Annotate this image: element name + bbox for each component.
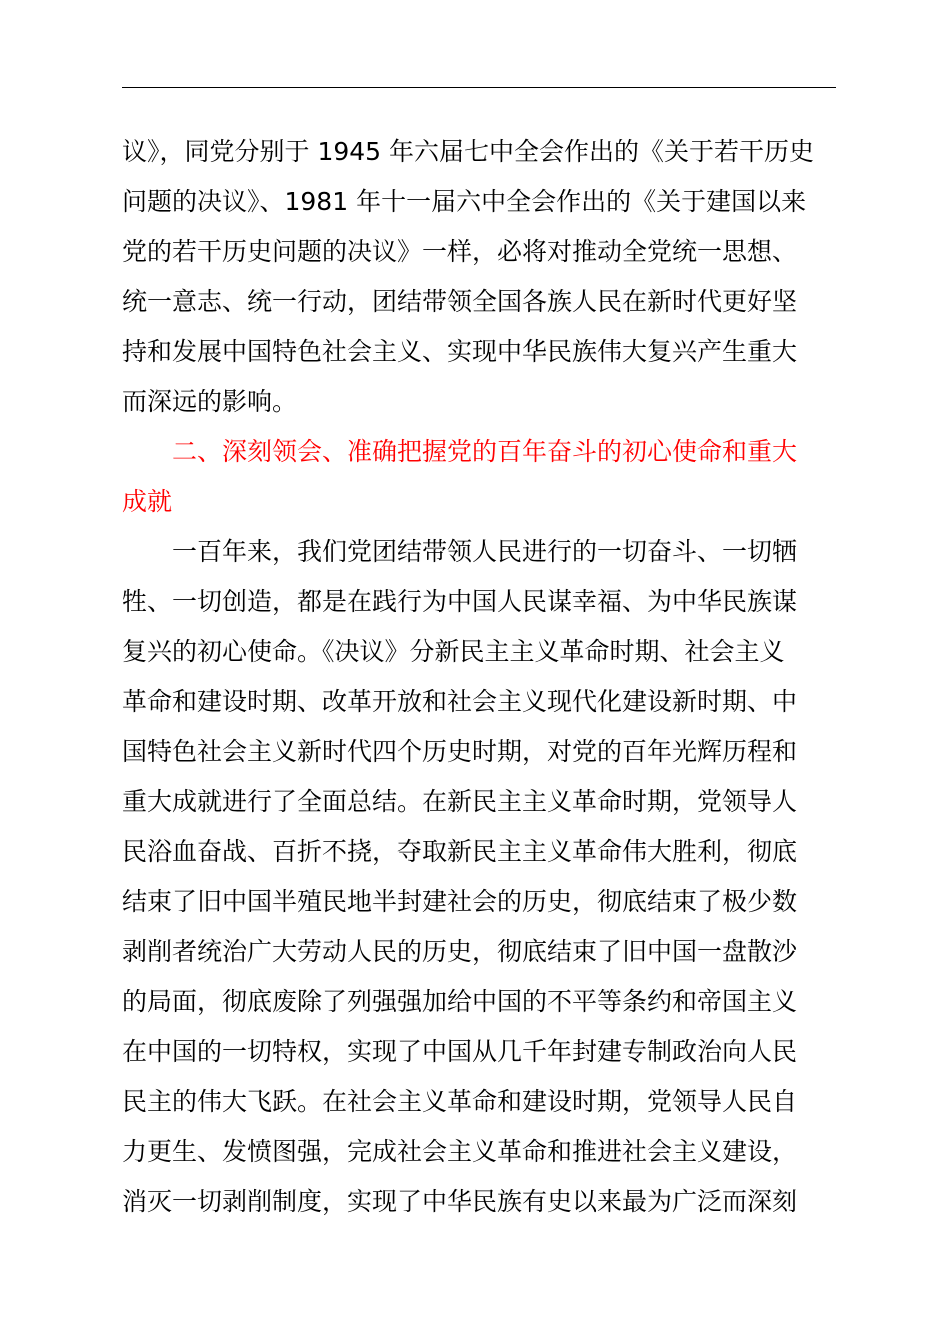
- text-line: 消灭一切剥削制度，实现了中华民族有史以来最为广泛而深刻: [122, 1187, 798, 1216]
- text-line: 国特色社会主义新时代四个历史时期，对党的百年光辉历程和: [122, 737, 798, 766]
- text-line: 议》，同党分别于 1945 年六届七中全会作出的《关于若干历史: [122, 137, 815, 166]
- text-line: 革命和建设时期、改革开放和社会主义现代化建设新时期、中: [122, 687, 798, 716]
- document-body: [122, 127, 836, 1227]
- text-line: 而深远的影响。: [122, 387, 298, 416]
- text-line: 民主的伟大飞跃。在社会主义革命和建设时期，党领导人民自: [122, 1087, 798, 1116]
- text-line: 重大成就进行了全面总结。在新民主主义革命时期，党领导人: [122, 787, 798, 816]
- heading-line: 成就: [122, 487, 173, 516]
- text-line: 在中国的一切特权，实现了中国从几千年封建专制政治向人民: [122, 1037, 798, 1066]
- text-line: 问题的决议》、1981 年十一届六中全会作出的《关于建国以来: [122, 187, 807, 216]
- text-line: 持和发展中国特色社会主义、实现中华民族伟大复兴产生重大: [122, 337, 798, 366]
- text-line: 牲、一切创造，都是在践行为中国人民谋幸福、为中华民族谋: [122, 587, 798, 616]
- text-line: 结束了旧中国半殖民地半封建社会的历史，彻底结束了极少数: [122, 887, 798, 916]
- text-line: 剥削者统治广大劳动人民的历史，彻底结束了旧中国一盘散沙: [122, 937, 798, 966]
- header-rule: [122, 87, 836, 88]
- heading-line: 二、深刻领会、准确把握党的百年奋斗的初心使命和重大: [172, 437, 798, 466]
- text-line: 力更生、发愤图强，完成社会主义革命和推进社会主义建设，: [122, 1137, 798, 1166]
- text-line: 一百年来，我们党团结带领人民进行的一切奋斗、一切牺: [172, 537, 798, 566]
- paragraph-continuation: [122, 127, 836, 427]
- paragraph-achievements: [122, 527, 836, 1227]
- text-line: 统一意志、统一行动，团结带领全国各族人民在新时代更好坚: [122, 287, 798, 316]
- text-line: 复兴的初心使命。《决议》分新民主主义革命时期、社会主义: [122, 637, 785, 666]
- text-line: 的局面，彻底废除了列强强加给中国的不平等条约和帝国主义: [122, 987, 798, 1016]
- section-heading: [122, 427, 836, 527]
- text-line: 民浴血奋战、百折不挠，夺取新民主主义革命伟大胜利，彻底: [122, 837, 798, 866]
- text-line: 党的若干历史问题的决议》一样，必将对推动全党统一思想、: [122, 237, 798, 266]
